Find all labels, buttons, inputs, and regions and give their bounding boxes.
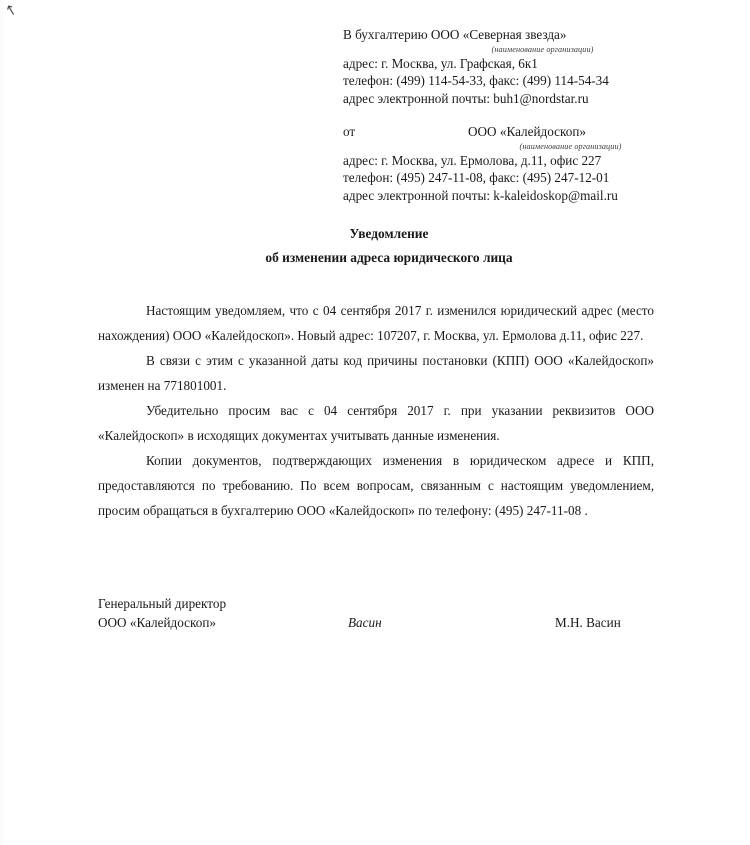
- page-left-edge: [0, 0, 3, 845]
- signatory-organization: ООО «Калейдоскоп»: [98, 615, 217, 630]
- addressee-email-line: адрес электронной почты: buh1@nordstar.ru: [343, 90, 589, 106]
- body-paragraph-1: Настоящим уведомляем, что с 04 сентября 2017 г. изменился юридический адрес (место нахождения) ООО «Калейдоскоп». Новый адрес: 107207, г. Москва, ул. Ермолова д.11, офис 227.: [98, 303, 654, 343]
- sender-organization-annotation: (наименование организации): [519, 141, 622, 151]
- signature-block: [98, 594, 654, 632]
- sender-email-line: адрес электронной почты: k-kaleidoskop@mail.ru: [343, 187, 618, 203]
- body-paragraph-3: Убедительно просим вас с 04 сентября 2017 г. при указании реквизитов ООО «Калейдоскоп» в исходящих документах учитывать данные изменения.: [98, 403, 654, 443]
- addressee-organization-annotation: (наименование организации): [491, 44, 594, 54]
- signature-row: [98, 613, 654, 632]
- addressee-organization-line: В бухгалтерию ООО «Северная звезда»: [343, 27, 567, 42]
- signatory-role: Генеральный директор: [98, 596, 227, 611]
- sender-block: [343, 123, 673, 204]
- sender-phone-line: телефон: (495) 247-11-08, факс: (495) 247-12-01: [343, 170, 610, 185]
- body-paragraph-2: В связи с этим с указанной даты код причины постановки (КПП) ООО «Калейдоскоп» изменен на 771801001.: [98, 353, 654, 393]
- document-body: [98, 298, 654, 523]
- handwritten-signature: Васин: [348, 615, 382, 630]
- cursor-artifact-icon: ↖: [3, 1, 19, 20]
- sender-address-line: адрес: г. Москва, ул. Ермолова, д.11, офис 227: [343, 152, 602, 168]
- sender-from-label: от: [343, 124, 356, 139]
- addressee-block: [343, 26, 673, 107]
- addressee-address-line: адрес: г. Москва, ул. Графская, 6к1: [343, 55, 538, 71]
- document-title: Уведомление: [349, 226, 429, 241]
- document-subtitle: об изменении адреса юридического лица: [265, 250, 513, 265]
- body-paragraph-4: Копии документов, подтверждающих изменения в юридическом адресе и КПП, предоставляются по требованию. По всем вопросам, связанным с настоящим уведомлением, просим обращаться в бухгалтерию ООО «Калейдоскоп» по телефону: (495) 247-11-08 .: [98, 453, 654, 518]
- sender-organization-name: ООО «Калейдоскоп»: [468, 124, 587, 139]
- sender-organization-line: [343, 123, 673, 141]
- addressee-phone-line: телефон: (499) 114-54-33, факс: (499) 114-54-34: [343, 73, 609, 88]
- signatory-name: М.Н. Васин: [555, 615, 621, 630]
